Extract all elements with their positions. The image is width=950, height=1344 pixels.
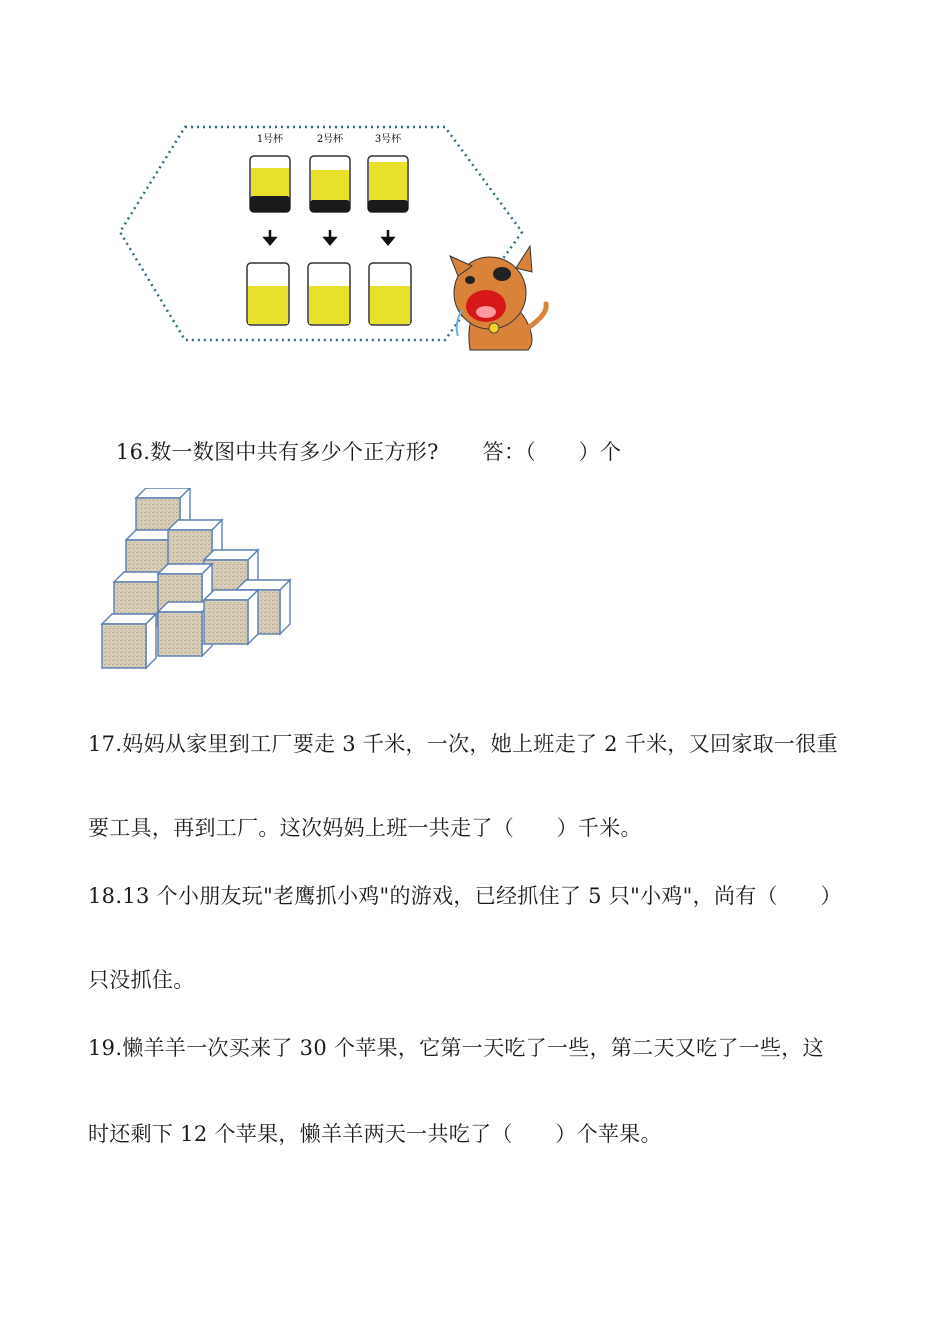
question-19-line-1: 19.懒羊羊一次买来了 30 个苹果，它第一天吃了一些，第二天又吃了一些，这 (88, 1036, 824, 1060)
question-17-line-2: 要工具，再到工厂。这次妈妈上班一共走了（ ）千米。 (88, 816, 642, 840)
beaker-bottom-3 (369, 263, 411, 325)
question-18-line-1: 18.13 个小朋友玩"老鹰抓小鸡"的游戏，已经抓住了 5 只"小鸡"，尚有（ ） (88, 884, 842, 908)
question-17-line-1: 17.妈妈从家里到工厂要走 3 千米，一次，她上班走了 2 千米，又回家取一很重 (88, 732, 838, 756)
cup-label-3: 3号杯 (374, 134, 402, 145)
arrow-down-icon (265, 230, 275, 244)
arrow-down-icon (383, 230, 393, 244)
cube-stack (102, 488, 290, 668)
beaker-bottom-2 (308, 263, 350, 325)
beaker-bottom-1 (247, 263, 289, 325)
cup-label-2: 2号杯 (316, 134, 344, 145)
cup-label-1: 1号杯 (256, 134, 284, 145)
beaker-top-1 (250, 156, 290, 212)
question-16-row (88, 412, 621, 490)
cube-side-face (280, 580, 290, 634)
cube-front-face (204, 600, 248, 644)
question-18-line-2: 只没抓住。 (88, 968, 195, 992)
cube-front-face (158, 612, 202, 656)
cubes-figure (96, 488, 296, 670)
question-19-line-2: 时还剩下 12 个苹果，懒羊羊两天一共吃了（ ）个苹果。 (88, 1122, 662, 1146)
question-16-answer: 答：（ ）个 (482, 440, 622, 464)
beakers-figure (110, 118, 560, 358)
question-16-text: 16.数一数图中共有多少个正方形? (115, 440, 439, 464)
cube-side-face (248, 590, 258, 644)
crying-cat-image (450, 246, 546, 350)
arrow-down-icon (325, 230, 335, 244)
cube-side-face (146, 614, 156, 668)
cube-front-face (102, 624, 146, 668)
beaker-top-3 (368, 156, 408, 212)
beaker-top-2 (310, 156, 350, 212)
